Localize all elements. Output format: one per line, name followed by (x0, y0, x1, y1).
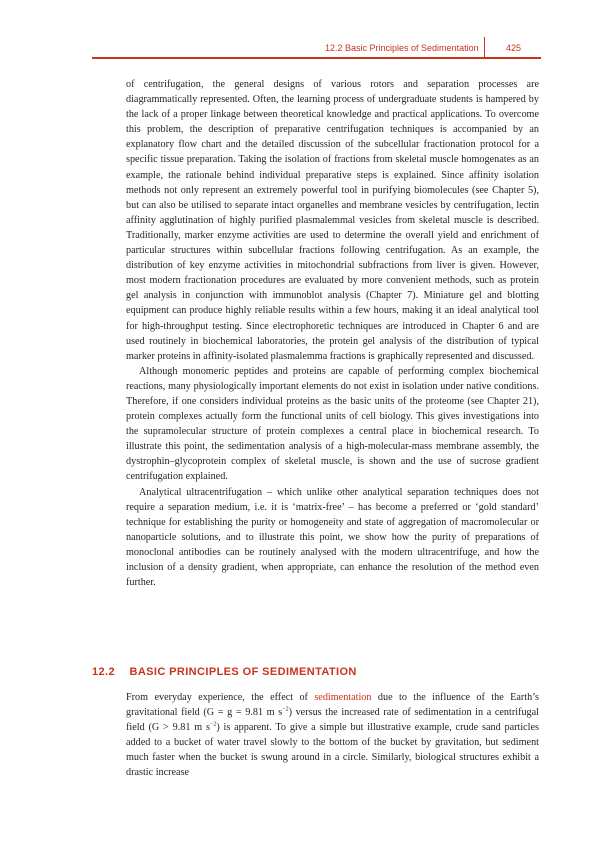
section-text-4: ) is apparent. To give a simple but illustrative example, crude sand particles added to a bucket of water travel slowly to the bottom of the bucket by gravitation, but sediment much faster when the bucket is swung around in a circle. Similarly, biological structures exhibit a drastic increase (126, 722, 539, 779)
section-title: BASIC PRINCIPLES OF SEDIMENTATION (129, 666, 357, 678)
section-text-2: due to the influence of the Earth’s gravitational field (G = g = 9.81 m s (126, 692, 539, 719)
section-text-1: From everyday experience, the effect of (126, 692, 315, 703)
main-text (126, 77, 539, 590)
exponent-2: −2 (209, 721, 217, 728)
section-text-3: ) versus the increased rate of sedimentation in a centrifugal field (G > 9.81 m s (126, 707, 539, 734)
running-header (92, 37, 541, 59)
sedimentation-term-link[interactable]: sedimentation (314, 692, 372, 703)
exponent-1: −2 (282, 706, 289, 713)
header-rule (92, 57, 541, 59)
section-heading (92, 666, 357, 678)
running-title: 12.2 Basic Principles of Sedimentation (325, 43, 479, 53)
section-paragraph (126, 690, 539, 781)
page-number: 425 (506, 43, 522, 53)
paragraph-1: of centrifugation, the general designs of various rotors and separation processes are diagrammatically represented. Often, the learning process of undergraduate students is hampered by the lack of a proper linkage between theoretical knowledge and practical applications. To overcome this problem, the description of preparative centrifugation techniques is accompanied by an explanatory flow chart and the detailed discussion of the subcellular fractionation protocol for a specific tissue preparation. Taking the isolation of fractions from skeletal muscle homogenates as an example, the rationale behind individual preparative steps is explained. Since affinity isolation methods not only represent an extremely powerful tool in purifying biomolecules (see Chapter 5), but can also be utilised to separate intact organelles and membrane vesicles by centrifugation, lectin affinity agglutination of highly purified plasmalemmal vesicles from skeletal muscle is described. Traditionally, marker enzyme activities are used to determine the overall yield and enrichment of particular structures within subcellular fractions following centrifugation. As an example, the distribution of key enzyme activities in mitochondrial subfractions from liver is given. However, most modern fractionation procedures are evaluated by more convenient methods, such as protein gel analysis in conjunction with immunoblot analysis (Chapter 7). Miniature gel and blotting equipment can produce highly reliable results within a few hours, making it an ideal analytical tool for high-throughput testing. Since electrophoretic techniques are introduced in Chapter 6 and are used routinely in biochemical laboratories, the protein gel analysis of the distribution of typical marker proteins in affinity-isolated plasmalemma fractions is graphically represented and discussed. (126, 79, 539, 362)
paragraph-2: Although monomeric peptides and proteins are capable of performing complex biochemical reactions, many physiologically important elements do not exist in isolation under native conditions. Therefore, if one considers individual proteins as the basic units of the proteome (see Chapter 21), protein complexes actually form the functional units of cell biology. This gives investigations into the supramolecular structure of protein complexes a central place in biochemical research. To illustrate this point, the sedimentation analysis of a high-molecular-mass membrane assembly, the dystrophin–glycoprotein complex of skeletal muscle, is shown and the use of sucrose gradient centrifugation explained. (126, 365, 539, 483)
paragraph-3: Analytical ultracentrifugation – which unlike other analytical separation techniques does not require a separation medium, i.e. it is ‘matrix-free’ – has become a preferred or ‘gold standard’ technique for establishing the purity or homogeneity and state of aggregation of macromolecular or nanoparticle solutions, and to illustrate this point, we show how the purity of preparations of monoclonal antibodies can be routinely analysed with the modern ultracentrifuge, and how the inclusion of a density gradient, when appropriate, can enhance the resolution of the method even further. (126, 486, 539, 589)
section-number: 12.2 (92, 666, 116, 678)
header-divider (484, 37, 485, 57)
